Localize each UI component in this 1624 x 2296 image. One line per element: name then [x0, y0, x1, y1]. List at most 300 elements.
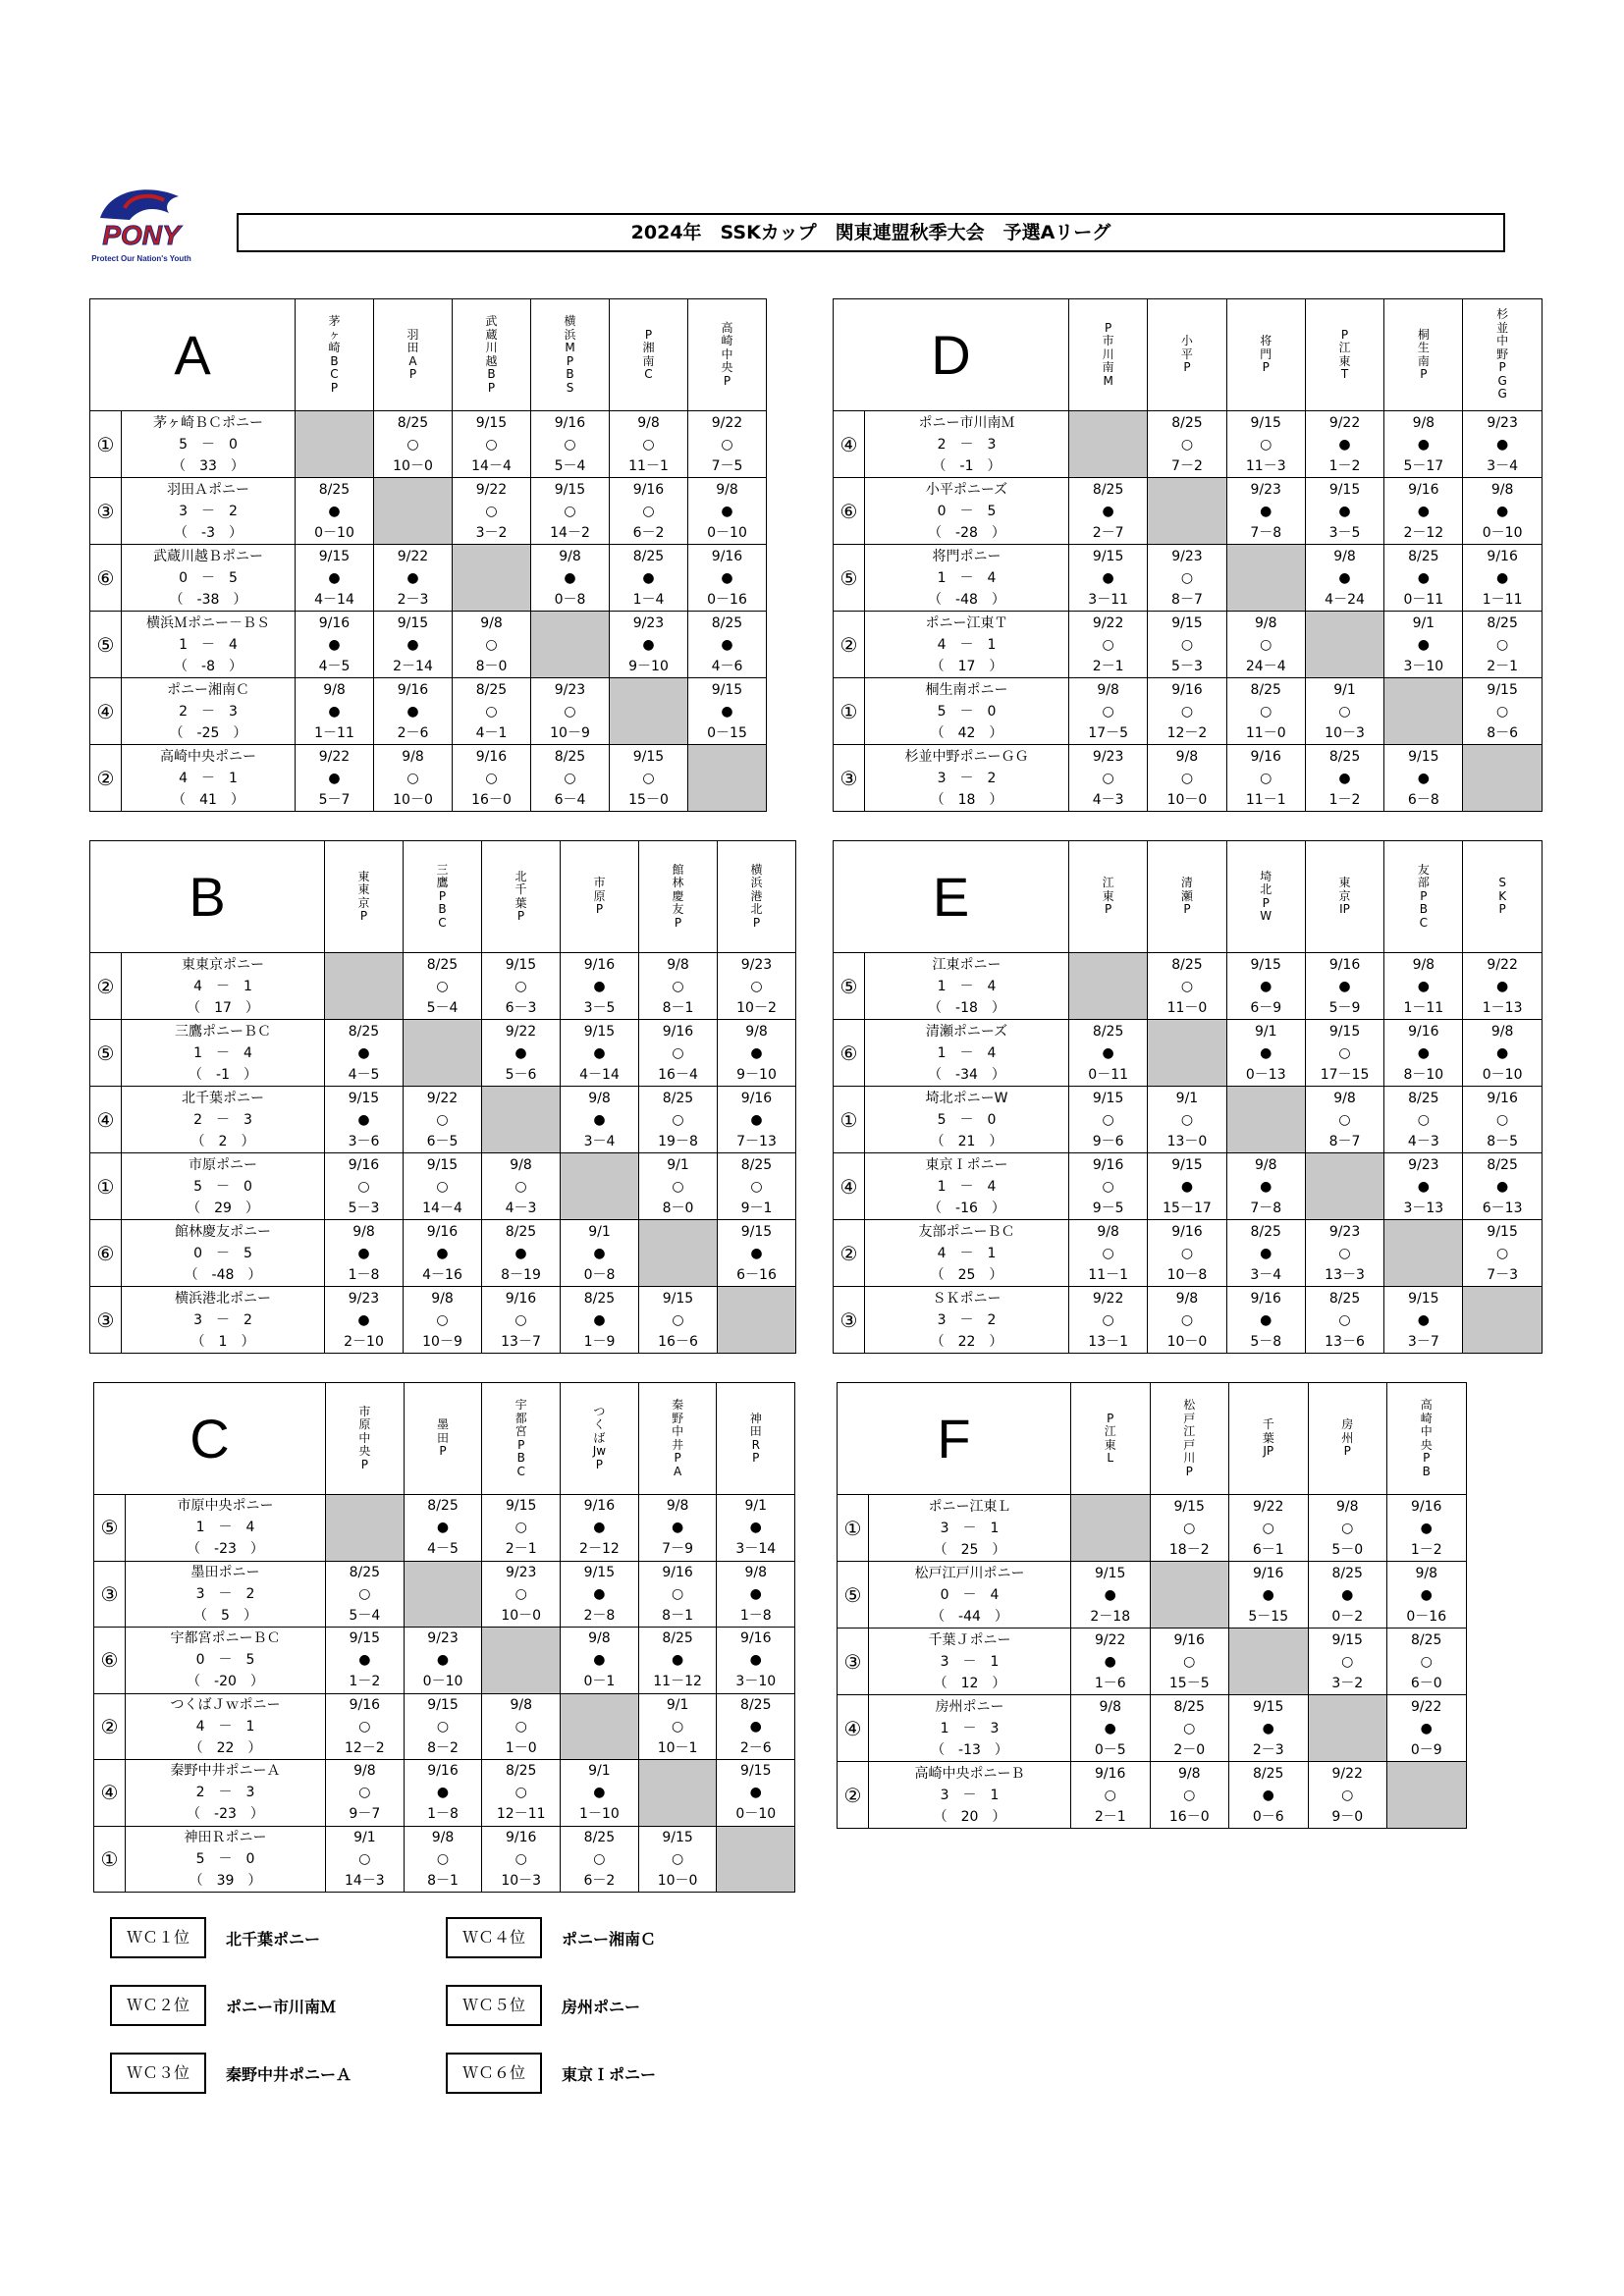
team-rec: 1 － 4 — [937, 978, 997, 994]
match-cell — [326, 1693, 405, 1760]
team-rec: 2 － 3 — [195, 1785, 255, 1801]
match-result: ● — [328, 770, 341, 786]
match-date: 8/25 — [662, 1630, 693, 1647]
match-cell — [1305, 478, 1383, 545]
match-date: 8/25 — [1328, 748, 1361, 765]
match-date: 9/16 — [426, 1223, 459, 1240]
match-result: ● — [593, 978, 606, 994]
rank: ⑤ — [834, 545, 865, 612]
match-cell — [688, 545, 767, 612]
match-result: ○ — [672, 1178, 684, 1195]
team-row — [834, 1220, 1543, 1287]
opponent-header: 武蔵川越BP — [453, 299, 531, 411]
rank: ⑥ — [834, 478, 865, 545]
match-cell — [688, 411, 767, 478]
match-cell — [1463, 545, 1542, 612]
match-result: ● — [406, 636, 419, 653]
match-date: 9/16 — [740, 1630, 772, 1647]
match-date: 9/15 — [1250, 956, 1281, 973]
team-row — [90, 1220, 796, 1287]
opponent-header: 北千葉P — [482, 841, 561, 953]
league-letter: F — [838, 1383, 1071, 1495]
match-score: 4－6 — [711, 658, 743, 674]
match-result: ○ — [1102, 1111, 1114, 1128]
wildcard-label: ＷＣ３位 — [110, 2053, 206, 2094]
team-team: 千葉Ｊポニー — [928, 1631, 1011, 1648]
match-result: ● — [1260, 1245, 1272, 1261]
rank: ⑥ — [94, 1628, 126, 1694]
match-score: 9－6 — [1092, 1133, 1124, 1149]
match-result: ○ — [514, 1311, 527, 1328]
match-cell — [325, 1153, 404, 1220]
team-diff: （ 17 ） — [187, 999, 259, 1016]
match-date: 8/25 — [475, 681, 508, 698]
match-result: ● — [1338, 569, 1351, 586]
team-diff: （ 33 ） — [172, 457, 244, 474]
match-score: 10－0 — [1166, 791, 1208, 808]
match-date: 9/16 — [1408, 481, 1439, 498]
match-cell — [1305, 953, 1383, 1020]
match-date: 8/25 — [740, 1696, 772, 1713]
match-date: 9/22 — [475, 481, 508, 498]
team-rec: 5 － 0 — [195, 1850, 255, 1867]
match-score: 4－3 — [505, 1200, 537, 1216]
opponent-header: 友部PBC — [1384, 841, 1463, 953]
match-result: ○ — [642, 770, 655, 786]
match-result: ● — [671, 1520, 684, 1536]
team-team: 館林慶友ポニー — [175, 1223, 271, 1240]
opponent-header: 江東P — [1069, 841, 1148, 953]
match-cell — [717, 1760, 795, 1827]
team-rec: 2 － 3 — [937, 436, 997, 453]
match-cell — [1305, 678, 1383, 745]
match-cell — [296, 545, 374, 612]
match-date: 9/15 — [348, 1090, 380, 1106]
match-date: 8/25 — [1331, 1565, 1363, 1581]
match-cell — [1463, 1020, 1542, 1087]
match-cell — [453, 678, 531, 745]
match-result: ● — [1420, 1520, 1433, 1536]
match-date: 9/16 — [1411, 1498, 1442, 1515]
match-score: 5－15 — [1248, 1608, 1289, 1625]
team-summary — [126, 1561, 326, 1628]
rank: ③ — [834, 745, 865, 812]
match-result: ○ — [672, 1111, 684, 1128]
match-score: 3－4 — [1250, 1266, 1282, 1283]
team-row — [94, 1495, 795, 1562]
match-score: 14－3 — [344, 1872, 385, 1889]
wildcard-entry — [110, 1985, 336, 2026]
match-score: 10－9 — [550, 724, 590, 741]
opponent-header: SKP — [1463, 841, 1542, 953]
match-cell — [404, 1287, 482, 1354]
match-date: 9/15 — [1171, 1156, 1203, 1173]
team-team: 将門ポニー — [932, 548, 1001, 564]
match-cell — [561, 1628, 639, 1694]
team-summary — [122, 1220, 325, 1287]
team-team: 埼北ポニーW — [925, 1090, 1008, 1106]
team-row — [834, 953, 1543, 1020]
match-score: 4－14 — [579, 1066, 620, 1083]
match-date: 9/8 — [637, 414, 660, 431]
match-date: 9/15 — [740, 1763, 772, 1780]
match-score: 3－6 — [348, 1133, 380, 1149]
match-date: 9/8 — [1333, 1090, 1356, 1106]
match-score: 4－1 — [475, 724, 508, 741]
match-cell — [1071, 1562, 1151, 1629]
match-score: 8－1 — [427, 1872, 459, 1889]
match-cell — [1305, 545, 1383, 612]
match-score: 16－6 — [658, 1333, 698, 1350]
match-result: ○ — [564, 436, 576, 453]
match-result: ○ — [406, 436, 419, 453]
match-cell — [1463, 612, 1542, 678]
match-date: 9/8 — [716, 481, 738, 498]
opponent-header: 東東京P — [325, 841, 404, 953]
self-match-cell — [404, 1561, 482, 1628]
league-letter: D — [834, 299, 1069, 411]
team-summary — [865, 612, 1069, 678]
team-summary — [865, 478, 1069, 545]
match-date: 9/22 — [318, 748, 351, 765]
match-cell — [639, 1287, 718, 1354]
match-score: 8－1 — [662, 1607, 693, 1624]
match-result: ● — [1260, 1311, 1272, 1328]
rank: ③ — [94, 1561, 126, 1628]
match-score: 6－1 — [1252, 1541, 1284, 1558]
match-result: ○ — [1102, 636, 1114, 653]
rank: ② — [834, 612, 865, 678]
match-score: 19－8 — [658, 1133, 698, 1149]
match-date: 9/22 — [1411, 1698, 1442, 1715]
match-result: ● — [1262, 1720, 1274, 1736]
match-score: 3－4 — [1487, 457, 1519, 474]
match-cell — [1384, 411, 1463, 478]
match-result: ○ — [671, 1585, 684, 1602]
wildcard-entry — [446, 1917, 656, 1958]
match-score: 8－10 — [1403, 1066, 1444, 1083]
self-match-cell — [482, 1087, 561, 1153]
match-result: ● — [1496, 436, 1509, 453]
match-date: 8/25 — [397, 414, 429, 431]
match-score: 0－5 — [1094, 1741, 1126, 1758]
match-cell — [1463, 1153, 1542, 1220]
match-result: ○ — [436, 1111, 449, 1128]
opponent-header: 横浜MPBS — [531, 299, 610, 411]
league-table-f — [837, 1382, 1467, 1829]
match-date: 9/15 — [475, 414, 508, 431]
match-cell — [688, 612, 767, 678]
match-result: ● — [1180, 1178, 1194, 1195]
rank: ② — [94, 1693, 126, 1760]
team-summary — [126, 1628, 326, 1694]
match-cell — [1148, 545, 1226, 612]
self-match-cell — [1226, 1087, 1305, 1153]
team-rec: 5 － 0 — [179, 436, 238, 453]
team-rec: 1 － 4 — [937, 1044, 997, 1061]
match-cell — [374, 745, 453, 812]
match-result: ○ — [750, 978, 763, 994]
match-date: 8/25 — [349, 1564, 381, 1580]
rank: ① — [90, 1153, 122, 1220]
team-rec: 4 － 1 — [937, 1245, 997, 1261]
match-cell — [1226, 678, 1305, 745]
team-rec: 3 － 2 — [195, 1585, 255, 1602]
match-cell — [1305, 1287, 1383, 1354]
team-team: ポニー江東Ｔ — [925, 614, 1008, 631]
match-date: 9/16 — [662, 1023, 694, 1040]
match-score: 1－8 — [427, 1806, 459, 1823]
match-date: 9/16 — [1250, 748, 1281, 765]
match-result: ● — [1102, 569, 1114, 586]
match-cell — [610, 478, 688, 545]
match-score: 2－1 — [1487, 658, 1519, 674]
match-score: 3－2 — [1331, 1675, 1364, 1691]
match-date: 8/25 — [1250, 681, 1281, 698]
match-score: 8－0 — [475, 658, 508, 674]
match-result: ○ — [1260, 436, 1272, 453]
match-date: 8/25 — [583, 1829, 616, 1845]
match-score: 1－4 — [632, 591, 665, 608]
match-result: ○ — [1102, 1245, 1114, 1261]
match-cell — [610, 612, 688, 678]
team-team: 東京Ｉポニー — [925, 1156, 1008, 1173]
match-cell — [1384, 953, 1463, 1020]
match-score: 5－9 — [1328, 999, 1361, 1016]
rank: ④ — [90, 678, 122, 745]
opponent-header: 秦野中井PA — [638, 1383, 717, 1495]
match-result: ○ — [721, 436, 733, 453]
team-rec: 4 － 1 — [193, 978, 252, 994]
team-summary — [869, 1762, 1071, 1829]
match-result: ○ — [672, 1044, 684, 1061]
match-result: ○ — [1180, 1311, 1194, 1328]
match-cell — [1384, 1087, 1463, 1153]
match-date: 8/25 — [1171, 414, 1203, 431]
match-cell — [482, 1561, 561, 1628]
match-date: 9/8 — [1333, 548, 1356, 564]
wildcard-entry — [110, 1917, 320, 1958]
match-cell — [296, 478, 374, 545]
match-cell — [688, 678, 767, 745]
team-row — [90, 478, 767, 545]
match-score: 3－5 — [1328, 524, 1361, 541]
match-cell — [561, 1760, 639, 1827]
match-score: 6－9 — [1250, 999, 1282, 1016]
match-date: 9/16 — [397, 681, 429, 698]
match-date: 9/8 — [666, 1498, 689, 1515]
match-cell — [1148, 612, 1226, 678]
opponent-header: P江東T — [1305, 299, 1383, 411]
match-cell — [482, 1287, 561, 1354]
match-date: 9/16 — [349, 1696, 381, 1713]
team-summary — [122, 745, 296, 812]
match-date: 9/16 — [348, 1156, 380, 1173]
match-score: 9－0 — [1331, 1808, 1364, 1825]
match-score: 2－10 — [344, 1333, 384, 1350]
team-rec: 0 － 4 — [940, 1586, 1000, 1603]
match-date: 9/16 — [1171, 681, 1203, 698]
match-score: 10－2 — [736, 999, 777, 1016]
team-rec: 4 － 1 — [179, 770, 238, 786]
match-date: 9/15 — [1092, 1090, 1124, 1106]
match-score: 5－0 — [1331, 1541, 1364, 1558]
team-team: 杉並中野ポニーＧＧ — [904, 748, 1029, 765]
match-date: 8/25 — [426, 956, 459, 973]
match-score: 10－8 — [1166, 1266, 1208, 1283]
opponent-header: 東京IP — [1305, 841, 1383, 953]
match-date: 9/15 — [1328, 481, 1361, 498]
match-cell — [482, 1693, 561, 1760]
match-score: 16－4 — [658, 1066, 698, 1083]
wildcard-label: ＷＣ６位 — [446, 2053, 542, 2094]
match-cell — [531, 545, 610, 612]
team-summary — [865, 745, 1069, 812]
match-result: ● — [642, 569, 655, 586]
match-date: 9/15 — [1092, 548, 1124, 564]
match-date: 8/25 — [554, 748, 586, 765]
match-result: ○ — [358, 1850, 371, 1867]
match-date: 9/8 — [431, 1829, 455, 1845]
match-result: ○ — [358, 1585, 371, 1602]
match-result: ● — [406, 569, 419, 586]
team-rec: 3 － 1 — [940, 1653, 1000, 1670]
self-match-cell — [1148, 478, 1226, 545]
match-cell — [1069, 1153, 1148, 1220]
match-result: ● — [328, 703, 341, 720]
team-row — [834, 545, 1543, 612]
match-result: ○ — [1341, 1787, 1354, 1803]
opponent-header: P湘南C — [610, 299, 688, 411]
match-cell — [638, 1693, 717, 1760]
rank: ⑤ — [90, 1020, 122, 1087]
team-row — [834, 678, 1543, 745]
match-cell — [374, 678, 453, 745]
match-score: 2－12 — [579, 1541, 620, 1558]
match-score: 0－11 — [1403, 591, 1444, 608]
match-result: ● — [1338, 770, 1351, 786]
team-summary — [865, 1020, 1069, 1087]
rank: ① — [834, 678, 865, 745]
team-row — [838, 1495, 1467, 1562]
match-result: ● — [1104, 1720, 1116, 1736]
match-date: 9/15 — [426, 1156, 459, 1173]
match-result: ● — [1496, 978, 1509, 994]
match-cell — [1071, 1629, 1151, 1695]
match-cell — [639, 1153, 718, 1220]
match-cell — [1384, 745, 1463, 812]
match-result: ○ — [514, 978, 527, 994]
match-result: ○ — [642, 436, 655, 453]
match-result: ● — [357, 1245, 370, 1261]
match-result: ● — [1260, 1178, 1272, 1195]
match-score: 4－16 — [422, 1266, 462, 1283]
team-summary — [122, 1287, 325, 1354]
match-cell — [1229, 1562, 1309, 1629]
match-date: 9/16 — [1328, 956, 1361, 973]
match-score: 6－8 — [1407, 791, 1439, 808]
match-score: 0－11 — [1088, 1066, 1129, 1083]
opponent-header: 松戸江戸川P — [1150, 1383, 1229, 1495]
match-result: ○ — [1183, 1787, 1196, 1803]
match-cell — [326, 1628, 405, 1694]
rank: ② — [834, 1220, 865, 1287]
match-cell — [1226, 1287, 1305, 1354]
match-cell — [1148, 953, 1226, 1020]
match-result: ● — [1417, 636, 1430, 653]
team-rec: 1 － 4 — [195, 1520, 255, 1536]
team-summary — [865, 1087, 1069, 1153]
match-cell — [1226, 1220, 1305, 1287]
match-cell — [639, 1020, 718, 1087]
match-date: 9/23 — [1250, 481, 1281, 498]
match-date: 8/25 — [711, 614, 743, 631]
match-result: ○ — [514, 1850, 527, 1867]
match-result: ● — [1496, 1178, 1509, 1195]
team-diff: （ -44 ） — [931, 1608, 1008, 1625]
match-score: 3－2 — [475, 524, 508, 541]
team-summary — [869, 1695, 1071, 1762]
team-team: 桐生南ポニー — [925, 681, 1008, 698]
team-rec: 0 － 5 — [193, 1245, 252, 1261]
match-cell — [482, 1826, 561, 1893]
match-score: 17－5 — [1088, 724, 1129, 741]
match-cell — [1463, 1220, 1542, 1287]
match-cell — [453, 745, 531, 812]
match-result: ○ — [1420, 1653, 1433, 1670]
match-cell — [1226, 953, 1305, 1020]
match-result: ○ — [1180, 1245, 1194, 1261]
rank: ⑥ — [834, 1020, 865, 1087]
match-score: 8－19 — [501, 1266, 541, 1283]
match-result: ○ — [485, 636, 498, 653]
logo-tagline: Protect Our Nation's Youth — [91, 254, 191, 263]
match-cell — [1229, 1762, 1309, 1829]
team-diff: （ 21 ） — [930, 1133, 1003, 1149]
match-date: 9/15 — [427, 1696, 459, 1713]
wildcard-team: 秦野中井ポニーＡ — [226, 2064, 352, 2084]
opponent-header: 市原中央P — [326, 1383, 405, 1495]
match-result: ● — [1417, 770, 1430, 786]
match-result: ○ — [1102, 703, 1114, 720]
match-result: ○ — [1260, 703, 1272, 720]
match-score: 0－10 — [422, 1674, 463, 1690]
match-result: ● — [750, 1044, 763, 1061]
team-row — [838, 1695, 1467, 1762]
team-team: 高崎中央ポニー — [160, 748, 256, 765]
team-diff: （ -8 ） — [174, 658, 243, 674]
match-cell — [1463, 1087, 1542, 1153]
opponent-header: 埼北PW — [1226, 841, 1305, 953]
match-score: 3－11 — [1088, 591, 1129, 608]
match-result: ● — [357, 1044, 370, 1061]
match-cell — [1071, 1695, 1151, 1762]
match-cell — [296, 745, 374, 812]
match-result: ● — [749, 1520, 762, 1536]
match-cell — [717, 1628, 795, 1694]
match-result: ○ — [436, 1311, 449, 1328]
match-cell — [561, 1220, 639, 1287]
team-summary — [122, 1087, 325, 1153]
match-cell — [1069, 678, 1148, 745]
team-team: 横浜港北ポニー — [175, 1290, 271, 1307]
match-result: ● — [593, 1311, 606, 1328]
team-diff: （ -34 ） — [928, 1066, 1005, 1083]
team-team: 横浜Ｍポニー－ＢＳ — [146, 614, 270, 631]
rank: ① — [90, 411, 122, 478]
team-rec: 1 － 4 — [193, 1044, 252, 1061]
match-score: 13－0 — [1166, 1133, 1208, 1149]
